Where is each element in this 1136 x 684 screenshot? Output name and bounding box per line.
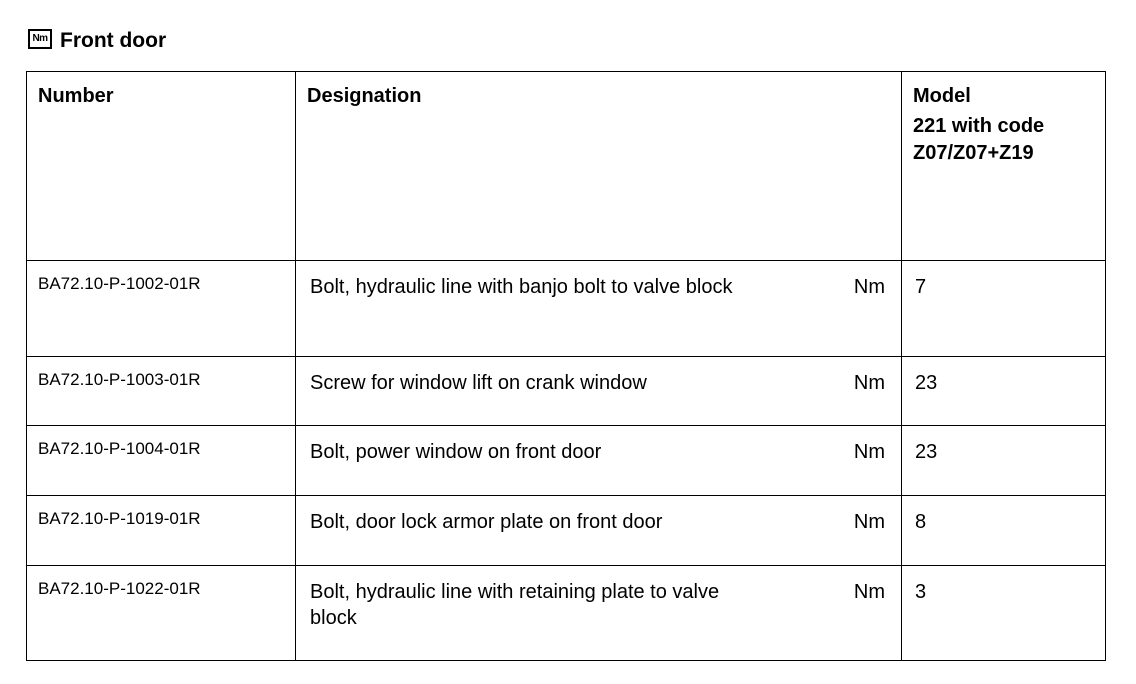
row-torque-value: 23: [915, 441, 938, 463]
row-unit: Nm: [853, 276, 885, 298]
row-unit: Nm: [853, 441, 885, 463]
table-row: [27, 426, 1106, 496]
row-torque-value: 8: [915, 511, 927, 533]
row-number: BA72.10-P-1022-01R: [38, 579, 201, 598]
section-heading: [28, 24, 166, 53]
row-number: BA72.10-P-1004-01R: [38, 439, 201, 458]
row-designation: Bolt, hydraulic line with banjo bolt to valve block: [310, 276, 733, 298]
model-header-code: 221 with code Z07/Z07+Z19: [913, 115, 1045, 164]
column-header-model: [902, 72, 1106, 261]
row-torque-value: 23: [915, 372, 938, 394]
row-unit: Nm: [853, 372, 885, 394]
row-torque-value: 3: [915, 581, 927, 603]
row-unit: Nm: [853, 511, 885, 533]
row-torque-value: 7: [915, 276, 927, 298]
table-header-row: [27, 72, 1106, 261]
row-number: BA72.10-P-1003-01R: [38, 370, 201, 389]
table-row: [27, 357, 1106, 426]
row-designation: Bolt, hydraulic line with retaining plate to valve block: [310, 581, 720, 629]
row-designation: Bolt, power window on front door: [310, 441, 602, 463]
column-header-designation: Designation: [296, 72, 902, 261]
table-row: [27, 566, 1106, 661]
row-unit: Nm: [853, 581, 885, 603]
table-row: [27, 496, 1106, 566]
row-designation: Bolt, door lock armor plate on front door: [310, 511, 663, 533]
torque-nm-icon: Nm: [28, 29, 52, 49]
row-number: BA72.10-P-1019-01R: [38, 509, 201, 528]
section-title: Front door: [60, 29, 167, 52]
table-row: [27, 261, 1106, 357]
model-header-label: Model: [913, 85, 971, 107]
row-number: BA72.10-P-1002-01R: [38, 274, 201, 293]
column-header-number: Number: [27, 72, 296, 261]
torque-spec-table: [26, 71, 1106, 661]
row-designation: Screw for window lift on crank window: [310, 372, 647, 394]
